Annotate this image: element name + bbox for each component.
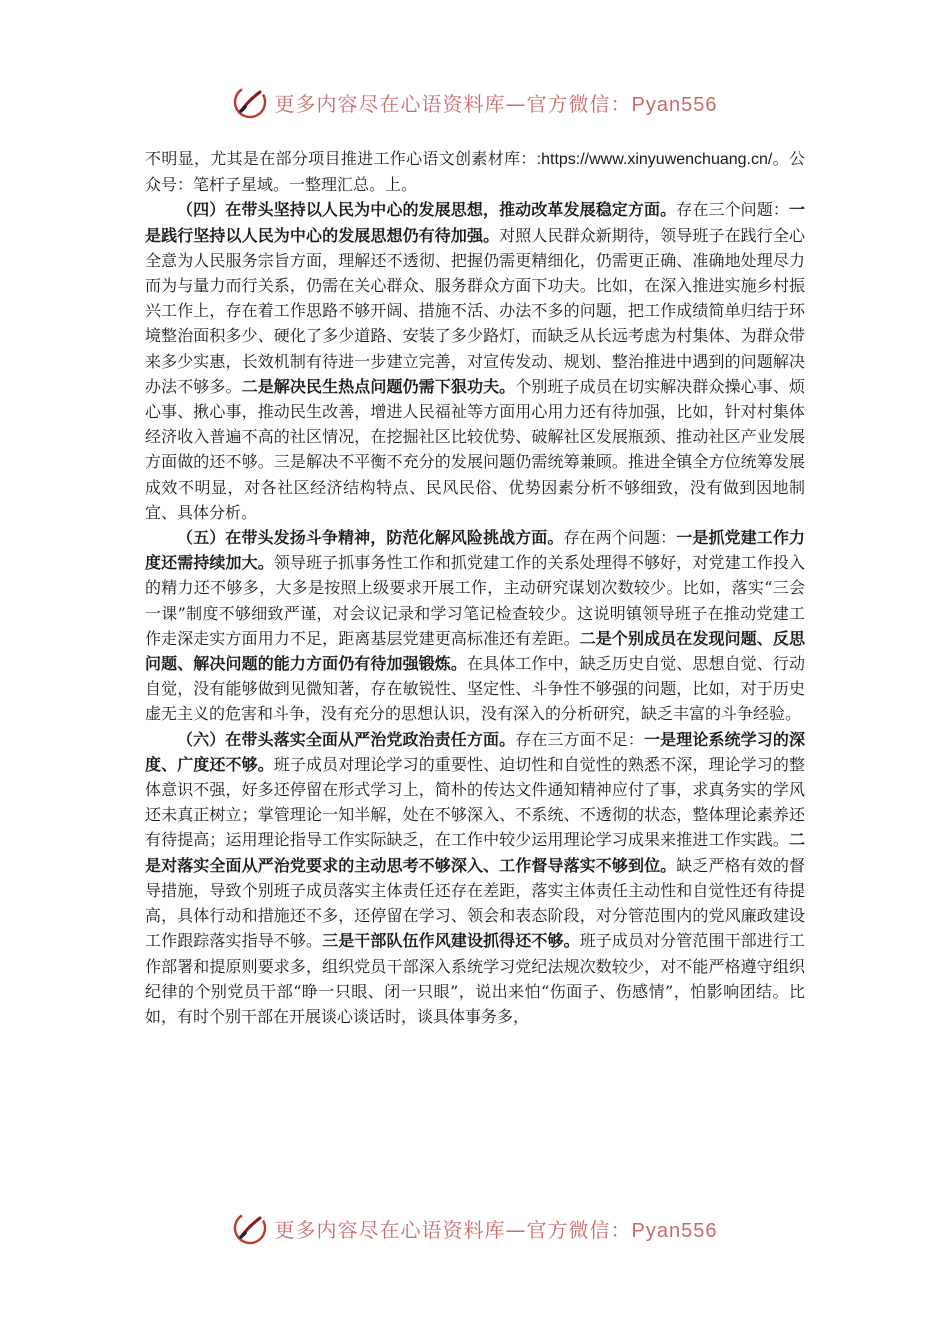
watermark-text: 更多内容尽在心语资料库—官方微信：Pyan556 xyxy=(274,1217,718,1242)
document-body xyxy=(145,146,805,1029)
paragraph-section-6: （六）在带头落实全面从严治党政治责任方面。存在三方面不足：一是理论系统学习的深度、广度还不够。班子成员对理论学习的重要性、迫切性和自觉性的熟悉不深，理论学习的整体意识不强，好多还停留在形式学习上，简朴的传达文件通知精神应付了事，求真务实的学风还未真正树立；掌管理论一知半解，处在不够深入、不系统、不透彻的状态，整体理论素养还有待提高；运用理论指导工作实际缺乏，在工作中较少运用理论学习成果来推进工作实践。二是对落实全面从严治党要求的主动思考不够深入、工作督导落实不够到位。缺乏严格有效的督导措施，导致个别班子成员落实主体责任还存在差距，落实主体责任主动性和自觉性还有待提高，具体行动和措施还不多，还停留在学习、领会和表态阶段，对分管范围内的党风廉政建设工作跟踪落实指导不够。三是干部队伍作风建设抓得还不够。班子成员对分管范围干部进行工作部署和提原则要求多，组织党员干部深入系统学习党纪法规次数较少，对不能严格遵守组织纪律的个别党员干部“睁一只眼、闭一只眼”，说出来怕“伤面子、伤感情”，怕影响团结。比如，有时个别干部在开展谈心谈话时，谈具体事务多， xyxy=(145,729,805,1026)
issue-heading: 二是个别成员在发现问题、反思问题、解决问题的能力方面仍有待加强锻炼。 xyxy=(145,628,805,674)
paragraph-section-4: （四）在带头坚持以人民为中心的发展思想，推动改革发展稳定方面。存在三个问题：一是践行坚持以人民为中心的发展思想仍有待加强。对照人民群众新期待，领导班子在践行全心全意为人民服务宗旨方面，理解还不透彻、把握仍需更精细化，仍需更正确、准确地处理尽力而为与量力而行关系，仍需在关心群众、服务群众方面下功夫。比如，在深入推进实施乡村振兴工作上，存在着工作思路不够开阔、措施不活、办法不多的问题，把工作成绩简单归结于环境整治面积多少、硬化了多少道路、安装了多少路灯，而缺乏从长远考虑为村集体、为群众带来多少实惠，长效机制有待进一步建立完善，对宣传发动、规划、整治推进中遇到的问题解决办法不够多。二是解决民生热点问题仍需下狠功夫。个别班子成员在切实解决群众操心事、烦心事、揪心事，推动民生改善，增进人民福祉等方面用心用力还有待加强，比如，针对村集体经济收入普遍不高的社区情况，在挖掘社区比较优势、破解社区发展瓶颈、推动社区产业发展方面做的还不够。三是解决不平衡不充分的发展问题仍需统筹兼顾。推进全镇全方位统筹发展成效不明显，对各社区经济结构特点、民风民俗、优势因素分析不够细致，没有做到因地制宜、具体分析。 xyxy=(145,200,805,522)
issue-heading: 二是解决民生热点问题仍需下狠功夫。 xyxy=(241,376,516,396)
header-watermark xyxy=(0,82,950,122)
section-heading: （四）在带头坚持以人民为中心的发展思想，推动改革发展稳定方面。 xyxy=(177,200,677,220)
paragraph-continuation: 不明显，尤其是在部分项目推进工作心语文创素材库：:https://www.xinyuwenchuang.cn/。公众号：笔杆子星域。一整理汇总。上。 xyxy=(145,149,805,195)
issue-heading: 一是抓党建工作力度还需持续加大。 xyxy=(145,528,805,573)
footer-watermark xyxy=(0,1208,950,1248)
wechat-id: Pyan556 xyxy=(631,1219,718,1242)
section-heading: （六）在带头落实全面从严治党政治责任方面。 xyxy=(177,729,516,749)
watermark-text: 更多内容尽在心语资料库—官方微信：Pyan556 xyxy=(274,91,718,116)
brush-logo-icon xyxy=(233,85,267,119)
source-url: :https://www.xinyuwenchuang.cn/ xyxy=(536,151,773,168)
issue-heading: 一是践行坚持以人民为中心的发展思想仍有待加强。 xyxy=(145,200,805,245)
brush-logo-icon xyxy=(233,1211,267,1245)
wechat-id: Pyan556 xyxy=(631,93,718,116)
paragraph-section-5: （五）在带头发扬斗争精神，防范化解风险挑战方面。存在两个问题：一是抓党建工作力度还需持续加大。领导班子抓事务性工作和抓党建工作的关系处理得不够好，对党建工作投入的精力还不够多，大多是按照上级要求开展工作，主动研究谋划次数较少。比如，落实“三会一课”制度不够细致严谨，对会议记录和学习笔记检查较少。这说明镇领导班子在推动党建工作走深走实方面用力不足，距离基层党建更高标准还有差距。二是个别成员在发现问题、反思问题、解决问题的能力方面仍有待加强锻炼。在具体工作中，缺乏历史自觉、思想自觉、行动自觉，没有能够做到见微知著，存在敏锐性、坚定性、斗争性不够强的问题，比如，对于历史虚无主义的危害和斗争，没有充分的思想认识，没有深入的分析研究，缺乏丰富的斗争经验。 xyxy=(145,528,805,724)
section-heading: （五）在带头发扬斗争精神，防范化解风险挑战方面。 xyxy=(177,528,564,548)
issue-heading: 一是理论系统学习的深度、广度还不够。 xyxy=(145,729,805,774)
issue-heading: 二是对落实全面从严治党要求的主动思考不够深入、工作督导落实不够到位。 xyxy=(145,830,805,875)
issue-heading: 三是干部队伍作风建设抓得还不够。 xyxy=(322,931,580,951)
